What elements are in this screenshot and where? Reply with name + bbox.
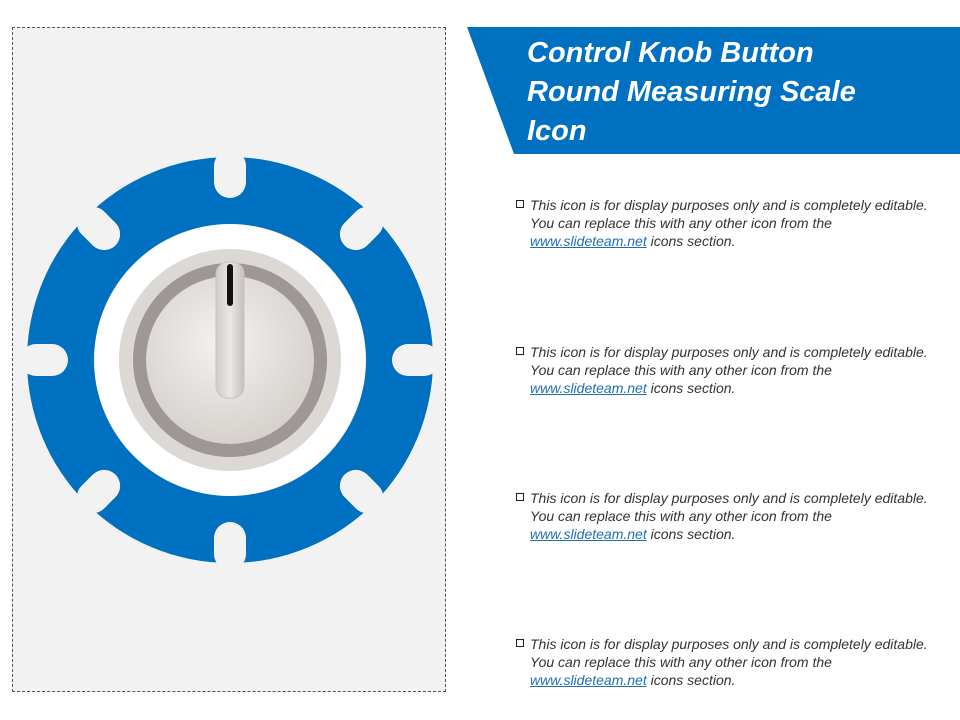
slideteam-link[interactable]: www.slideteam.net <box>530 672 647 688</box>
bullet-square-icon <box>516 639 524 647</box>
bullet-text: This icon is for display purposes only and is completely editable. You can replace this with any other icon from the <box>530 490 928 524</box>
bullet-item-3 <box>516 489 936 543</box>
slideteam-link[interactable]: www.slideteam.net <box>530 526 647 542</box>
bullet-suffix: icons section. <box>646 526 736 542</box>
title-line-3: Icon <box>527 115 587 147</box>
bullet-square-icon <box>516 347 524 355</box>
bullet-square-icon <box>516 493 524 501</box>
bullet-item-4 <box>516 635 936 689</box>
bullet-item-1 <box>516 196 936 250</box>
bullet-text: This icon is for display purposes only and is completely editable. You can replace this with any other icon from the <box>530 197 928 231</box>
page-title <box>527 34 947 151</box>
title-line-2: Round Measuring Scale <box>527 76 856 108</box>
bullet-suffix: icons section. <box>646 233 736 249</box>
bullet-text: This icon is for display purposes only and is completely editable. You can replace this with any other icon from the <box>530 636 928 670</box>
title-line-1: Control Knob Button <box>527 37 814 69</box>
slideteam-link[interactable]: www.slideteam.net <box>530 233 647 249</box>
bullet-item-2 <box>516 343 936 397</box>
bullet-suffix: icons section. <box>646 380 736 396</box>
control-knob-icon <box>0 0 460 720</box>
slideteam-link[interactable]: www.slideteam.net <box>530 380 647 396</box>
bullet-text: This icon is for display purposes only and is completely editable. You can replace this with any other icon from the <box>530 344 928 378</box>
bullet-suffix: icons section. <box>646 672 736 688</box>
knob-indicator <box>227 264 233 306</box>
bullet-square-icon <box>516 200 524 208</box>
